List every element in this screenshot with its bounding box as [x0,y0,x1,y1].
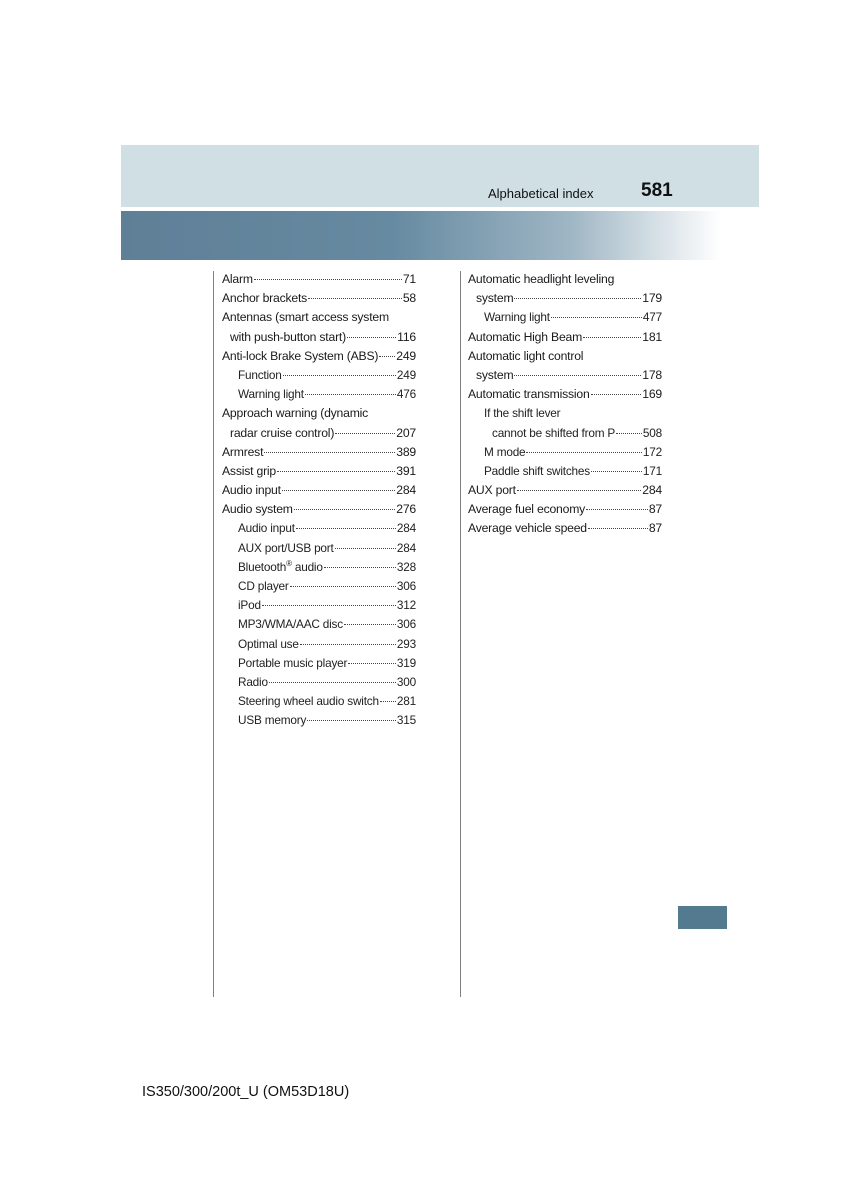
index-entry-label: system [476,367,514,382]
index-entry [222,654,416,673]
index-entry [468,385,662,404]
index-entry-page: 306 [396,579,416,593]
index-entry-label: AUX port [468,483,516,498]
leader-dots [307,711,396,721]
index-entry-label: Average fuel economy [468,502,586,517]
index-entry-label: MP3/WMA/AAC disc [238,617,343,632]
leader-dots [526,442,641,452]
index-entry-label: Assist grip [222,463,277,478]
index-entry-label: radar cruise control) [230,425,335,440]
leader-dots [254,269,402,280]
leader-dots [586,500,648,511]
index-entry-page: 389 [396,444,416,459]
index-entry-page: 178 [642,367,662,382]
index-entry-label: Steering wheel audio switch [238,694,379,709]
leader-dots [264,442,395,453]
index-entry-label: Average vehicle speed [468,521,587,536]
index-entry-label: system [476,291,514,306]
index-entry [222,385,416,404]
index-entry [468,289,662,308]
index-entry [222,481,416,500]
leader-dots [551,308,642,318]
index-entry [468,347,662,366]
leader-dots [379,346,395,357]
leader-dots [591,461,642,471]
leader-dots [588,519,648,530]
index-entry-label: Approach warning (dynamic [222,406,369,421]
index-entry-label: Automatic transmission [468,387,590,402]
index-entry [222,673,416,692]
index-entry [468,462,662,481]
index-entry-label: Audio system [222,502,293,517]
leader-dots [616,423,642,433]
index-entry [468,404,662,423]
index-entry-page: 315 [396,713,416,728]
index-entry-label: cannot be shifted from P [492,425,616,440]
index-entry [222,424,416,443]
index-entry [222,443,416,462]
index-entry-label: Anchor brackets [222,291,308,306]
index-entry-page: 284 [642,483,662,498]
index-entry-label: Alarm [222,272,253,286]
index-entry-label: Automatic headlight leveling [468,272,615,286]
index-entry-page: 172 [642,444,662,459]
index-entry-label: Armrest [222,444,264,459]
index-entry [222,711,416,730]
leader-dots [294,500,396,511]
index-entry-page: 284 [396,521,416,536]
index-entry-page: 207 [396,425,416,440]
index-right-column [468,270,662,539]
index-entry [222,558,416,577]
index-entry-page: 508 [642,425,662,440]
index-entry-page: 87 [648,521,662,536]
index-entry-label: Bluetooth® audio [238,558,323,574]
index-entry [222,366,416,385]
index-entry [222,270,416,289]
leader-dots [335,538,396,548]
right-column-rule [460,271,461,997]
index-entry-page: 116 [397,329,416,344]
index-entry [222,289,416,308]
leader-dots [348,653,396,663]
index-entry [222,692,416,711]
index-entry-label: Audio input [238,521,295,536]
index-entry-page: 171 [642,463,662,478]
index-entry-page: 71 [402,272,416,286]
index-entry-page: 300 [396,674,416,689]
index-left-column [222,270,416,731]
index-entry [468,424,662,443]
left-column-rule [213,271,214,997]
leader-dots [305,385,396,395]
leader-dots [269,673,396,683]
section-title: Alphabetical index [488,186,594,201]
index-entry [468,366,662,385]
index-entry-page: 249 [396,348,416,363]
leader-dots [262,596,396,606]
index-entry-page: 179 [642,291,662,306]
index-entry [468,519,662,538]
index-entry [468,270,662,289]
leader-dots [282,480,395,491]
index-entry-page: 87 [648,502,662,517]
index-entry-page: 319 [396,655,416,670]
index-entry-page: 306 [396,617,416,632]
index-entry-label: Function [238,367,282,382]
index-entry [468,308,662,327]
leader-dots [514,288,641,299]
leader-dots [591,384,642,395]
index-entry [222,596,416,615]
index-entry [222,539,416,558]
leader-dots [283,366,396,376]
index-entry-label: Optimal use [238,636,299,651]
index-entry-label: Automatic light control [468,348,584,363]
index-entry-label: with push-button start) [230,329,346,344]
index-entry-page: 281 [396,694,416,709]
index-entry-label: USB memory [238,713,307,728]
index-entry-page: 276 [396,502,416,517]
index-entry [222,462,416,481]
index-entry-label: Portable music player [238,655,348,670]
leader-dots [514,365,641,376]
leader-dots [308,288,402,299]
index-entry [222,635,416,654]
leader-dots [300,634,396,644]
index-entry [222,328,416,347]
index-entry [222,308,416,327]
index-entry-label: If the shift lever [484,406,561,421]
index-entry-label: Antennas (smart access system [222,310,389,325]
index-entry [222,577,416,596]
index-entry-page: 312 [396,598,416,613]
leader-dots [277,461,395,472]
index-entry [468,500,662,519]
index-entry-page: 169 [642,387,662,402]
index-entry [468,443,662,462]
chapter-tab-marker [678,906,727,929]
leader-dots [296,519,396,529]
index-entry-page: 391 [396,463,416,478]
index-entry-label: Anti-lock Brake System (ABS) [222,348,379,363]
index-entry-page: 476 [396,387,416,402]
index-entry-page: 181 [642,329,662,344]
index-entry [222,404,416,423]
page-number: 581 [641,180,673,201]
leader-dots [517,480,641,491]
index-entry [222,615,416,634]
leader-dots [380,692,396,702]
index-entry-label: CD player [238,579,289,593]
index-entry [468,481,662,500]
index-entry-page: 284 [396,540,416,555]
index-entry-label: Radio [238,674,268,689]
leader-dots [290,577,396,587]
index-entry [468,328,662,347]
leader-dots [347,327,396,338]
leader-dots [324,557,396,567]
index-entry-page: 284 [396,483,416,498]
index-entry-label: Warning light [484,310,550,325]
index-entry-page: 328 [396,559,416,574]
leader-dots [583,327,641,338]
index-entry-page: 58 [402,291,416,306]
index-entry-label: iPod [238,598,261,613]
index-entry-page: 249 [396,367,416,382]
index-entry-page: 477 [642,310,662,325]
index-entry-label: Automatic High Beam [468,329,583,344]
model-code-footer: IS350/300/200t_U (OM53D18U) [142,1084,350,1100]
index-entry-label: AUX port/USB port [238,540,334,555]
index-entry [222,519,416,538]
header-gradient-band [121,211,721,260]
index-entry [222,500,416,519]
index-entry-label: Paddle shift switches [484,463,590,478]
index-entry-label: Audio input [222,483,281,498]
leader-dots [344,615,396,625]
leader-dots [335,423,395,434]
index-entry-page: 293 [396,636,416,651]
index-entry-label: M mode [484,444,526,459]
index-entry [222,347,416,366]
index-entry-label: Warning light [238,387,304,402]
